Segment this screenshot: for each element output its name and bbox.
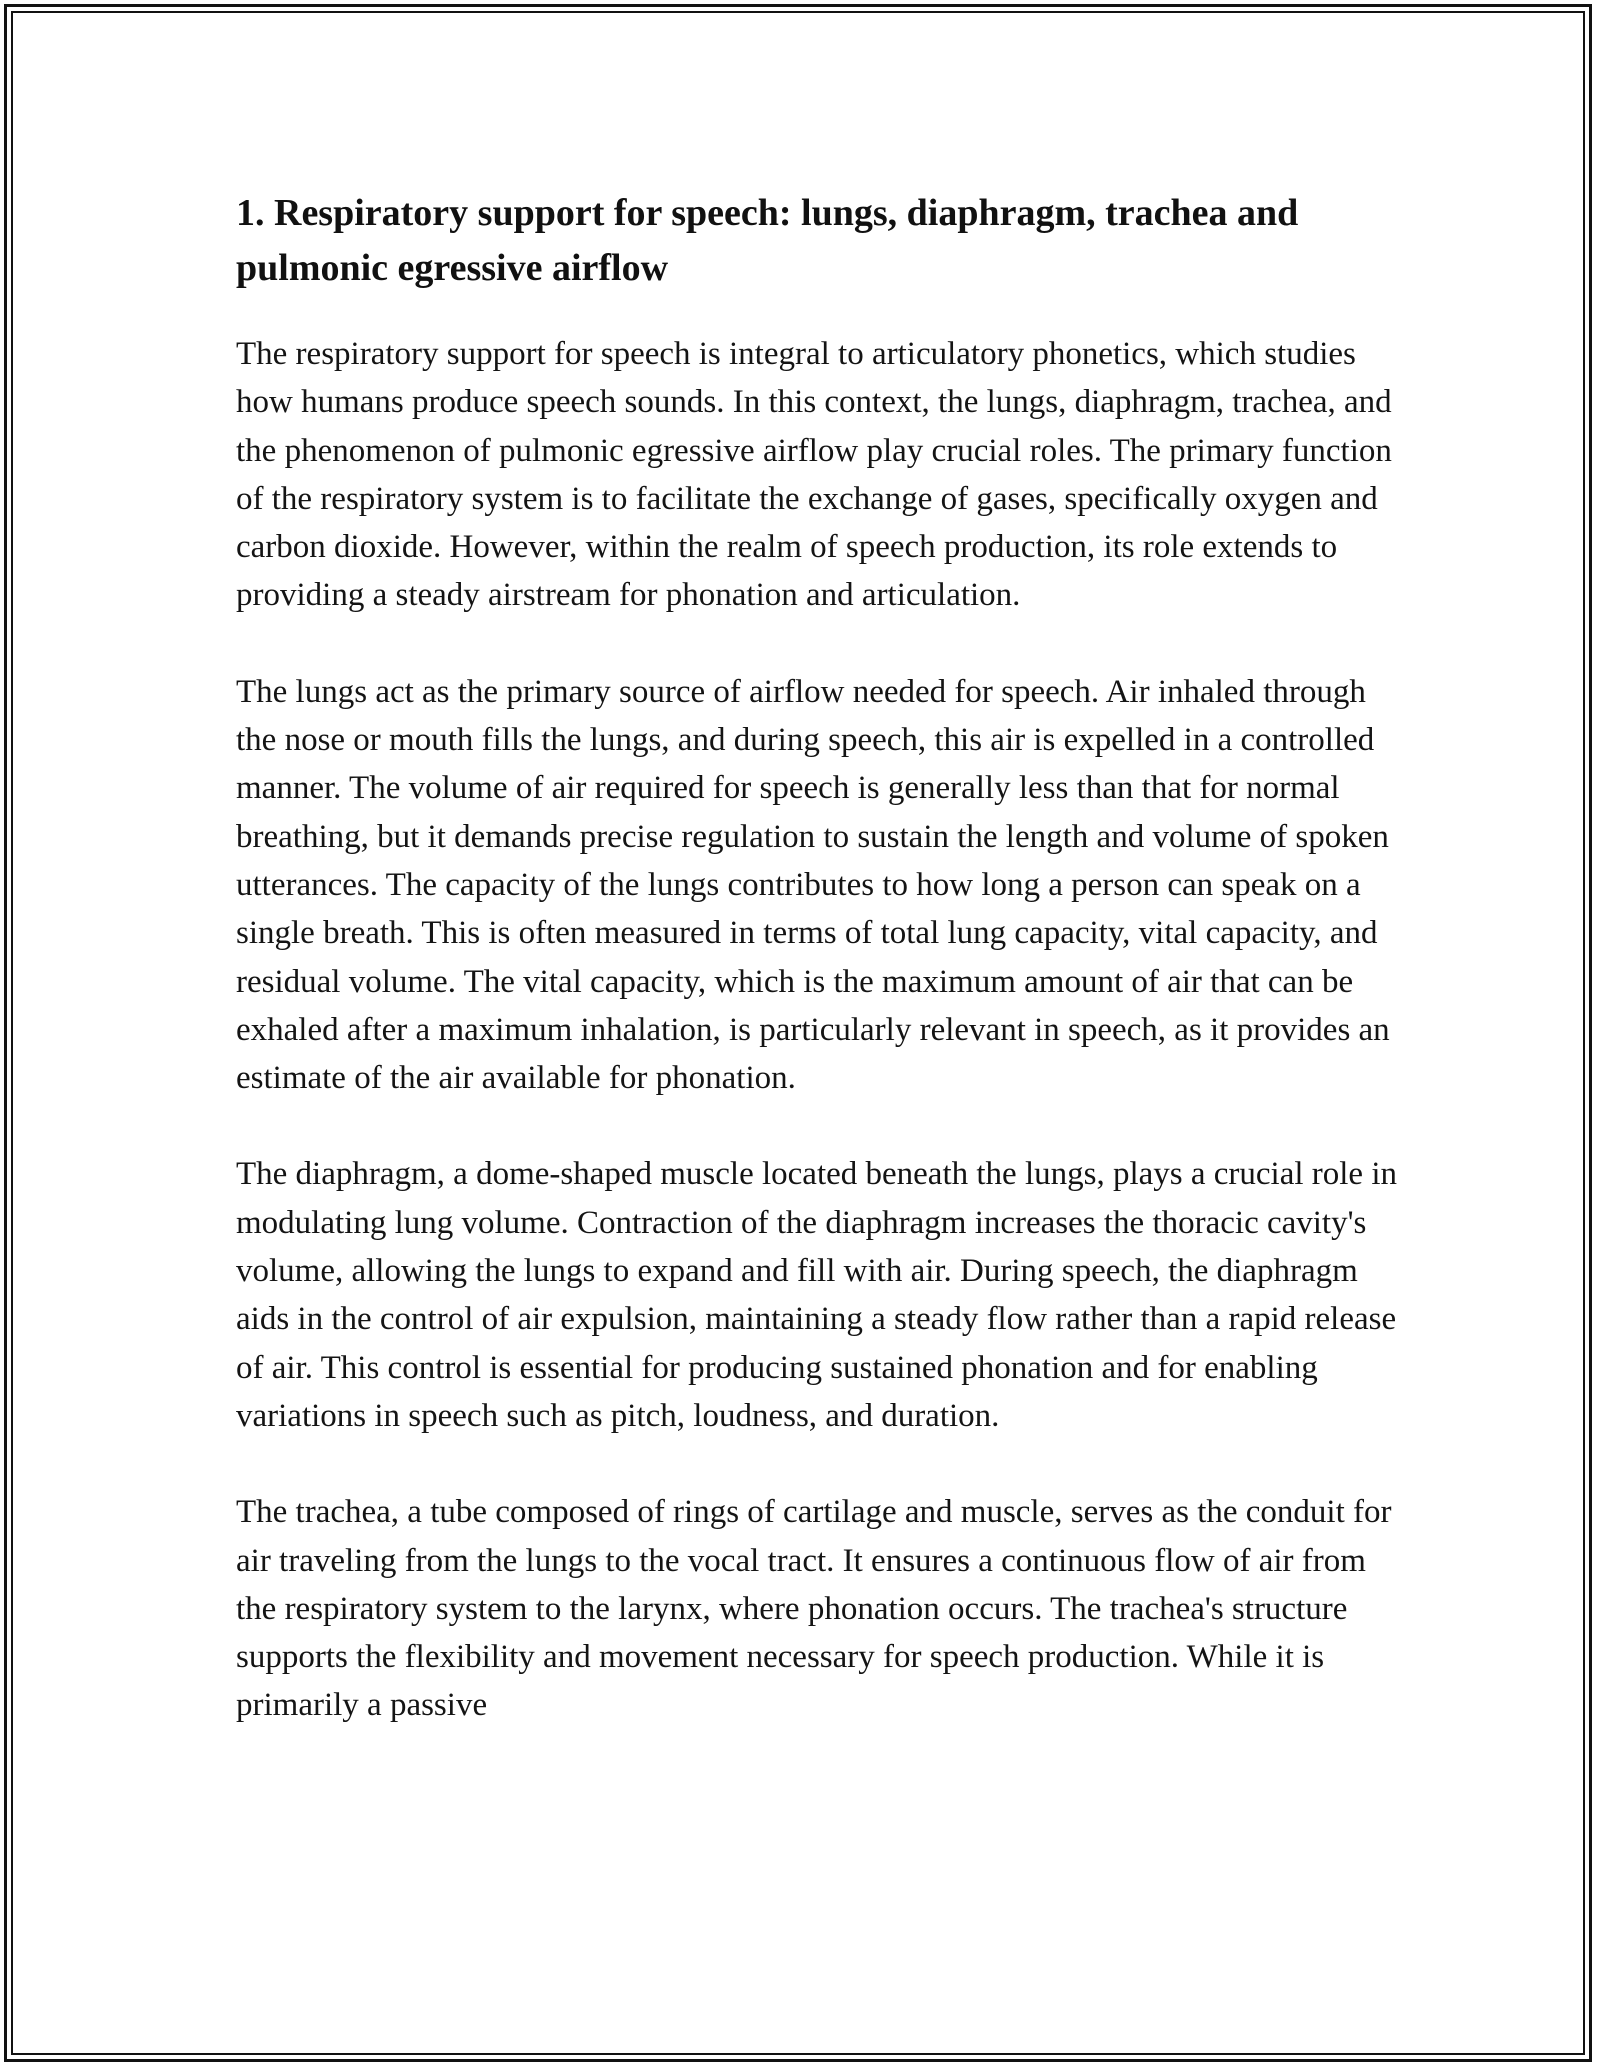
document-body	[236, 186, 1406, 1778]
section-heading: 1. Respiratory support for speech: lungs, diaphragm, trachea and pulmonic egressive airflow	[236, 192, 1299, 289]
paragraph-respiratory-overview: The respiratory support for speech is integral to articulatory phonetics, which studies how humans produce speech sounds. In this context, the lungs, diaphragm, trachea, and the phenomenon of pulmonic egressive airflow play crucial roles. The primary function of the respiratory system is to facilitate the exchange of gases, specifically oxygen and carbon dioxide. However, within the realm of speech production, its role extends to providing a steady airstream for phonation and articulation.	[236, 336, 1392, 614]
paragraph-diaphragm: The diaphragm, a dome-shaped muscle located beneath the lungs, plays a crucial role in modulating lung volume. Contraction of the diaphragm increases the thoracic cavity's volume, allowing the lungs to expand and fill with air. During speech, the diaphragm aids in the control of air expulsion, maintaining a steady flow rather than a rapid release of air. This control is essential for producing sustained phonation and for enabling variations in speech such as pitch, loudness, and duration.	[236, 1156, 1397, 1434]
paragraph-trachea: The trachea, a tube composed of rings of cartilage and muscle, serves as the conduit for air traveling from the lungs to the vocal tract. It ensures a continuous flow of air from the respiratory system to the larynx, where phonation occurs. The trachea's structure supports the flexibility and movement necessary for speech production. While it is primarily a passive	[236, 1494, 1392, 1724]
paragraph-lungs: The lungs act as the primary source of airflow needed for speech. Air inhaled through the nose or mouth fills the lungs, and during speech, this air is expelled in a controlled manner. The volume of air required for speech is generally less than that for normal breathing, but it demands precise regulation to sustain the length and volume of spoken utterances. The capacity of the lungs contributes to how long a person can speak on a single breath. This is often measured in terms of total lung capacity, vital capacity, and residual volume. The vital capacity, which is the maximum amount of air that can be exhaled after a maximum inhalation, is particularly relevant in speech, as it provides an estimate of the air available for phonation.	[236, 673, 1390, 1097]
